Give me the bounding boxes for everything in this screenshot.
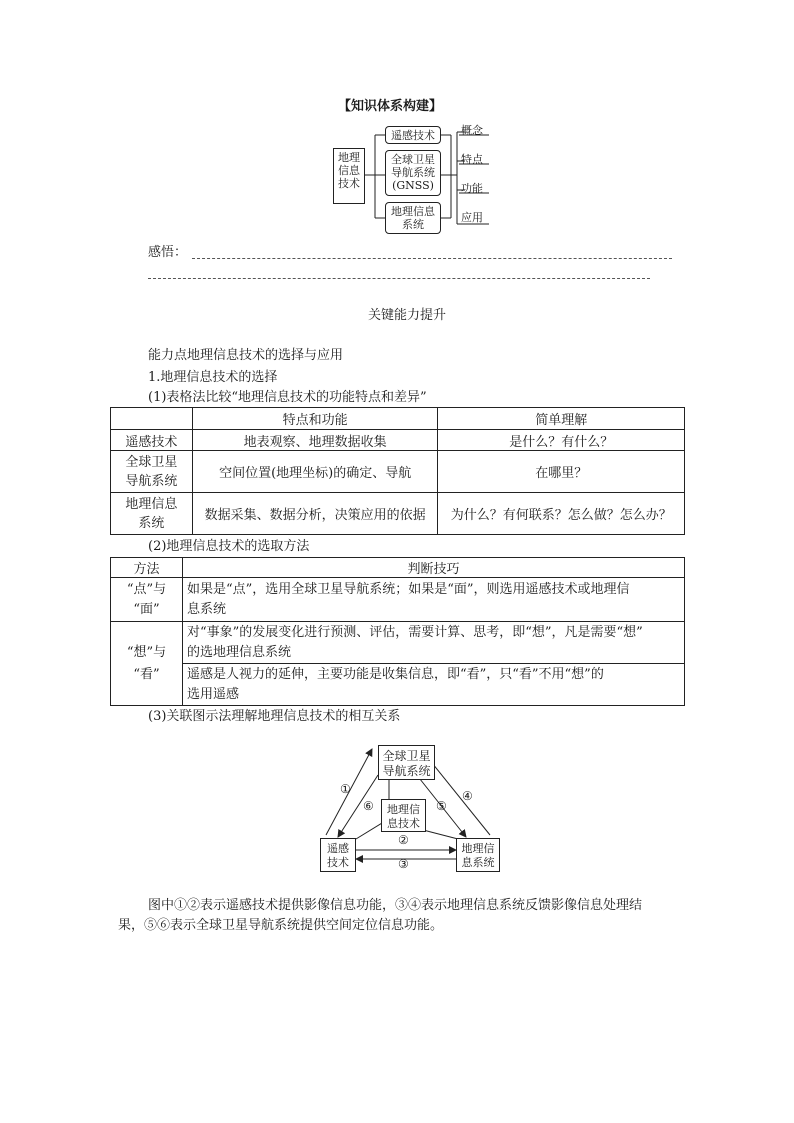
rel-node-gis: [456, 838, 500, 872]
rel-node-line: 技术: [327, 856, 349, 869]
rel-mark: ⑤: [436, 799, 447, 813]
table-row: [111, 451, 685, 493]
kb-root-line: 技术: [338, 177, 360, 190]
rel-node-line: 息技术: [387, 817, 420, 830]
method-name: [111, 622, 183, 706]
kb-root-line: 地理: [338, 151, 360, 164]
comparison-table: [110, 407, 685, 535]
table-header-row: [111, 558, 685, 578]
table-header: 方法: [111, 558, 183, 578]
tip-line: 对“事象”的发展变化进行预测、评估，需要计算、思考，即“想”，凡是需要“想”: [186, 624, 643, 640]
rel-node-center: [381, 799, 426, 832]
rel-mark: ⑥: [363, 799, 374, 813]
conclusion-line: 图中①②表示遥感技术提供影像信息功能，③④表示地理信息系统反馈影像信息处理结: [148, 898, 643, 913]
subheading-1-3: (3)关联图示法理解地理信息技术的相互关系: [148, 709, 401, 724]
ability-point: 能力点地理信息技术的选择与应用: [148, 348, 344, 363]
subheading-1-2: (2)地理信息技术的选取方法: [148, 539, 310, 554]
rel-node-line: 导航系统: [382, 764, 431, 778]
kb-node-rs: 遥感技术: [385, 126, 441, 144]
tech-name-line: 导航系统: [125, 473, 178, 489]
rel-mark: ②: [398, 833, 409, 847]
rel-node-gnss: [378, 745, 435, 780]
tech-simple: 是什么？有什么？: [438, 430, 685, 451]
method-table: [110, 557, 685, 706]
rel-node-rs: [320, 838, 356, 872]
rel-mark: ③: [398, 857, 409, 871]
kb-node-gnss-line: 全球卫星: [391, 153, 435, 166]
table-row: [111, 493, 685, 535]
tech-name-line: 系统: [138, 515, 165, 531]
tech-name: 遥感技术: [111, 430, 193, 451]
tech-simple: 为什么？有何联系？怎么做？怎么办？: [438, 493, 685, 535]
tech-name: [111, 451, 193, 493]
rel-node-line: 遥感: [327, 842, 349, 855]
kb-node-gis-line: 系统: [402, 218, 424, 231]
tip-line: 的选地理信息系统: [186, 644, 291, 660]
tech-func: 数据采集、数据分析，决策应用的依据: [192, 493, 438, 535]
section-title: 关键能力提升: [368, 308, 447, 323]
rel-node-line: 息系统: [461, 856, 495, 869]
method-name: [111, 578, 183, 622]
knowledge-title: 【知识体系构建】: [338, 99, 443, 114]
tip-line: 如果是“点”，选用全球卫星导航系统；如果是“面”，则选用遥感技术或地理信: [186, 581, 630, 597]
tech-name: [111, 493, 193, 535]
tip-line: 息系统: [186, 601, 226, 617]
subheading-1: 1.地理信息技术的选择: [148, 370, 278, 385]
rel-node-line: 全球卫星: [382, 749, 431, 763]
kb-aspect: 特点: [461, 153, 483, 166]
table-row: [111, 622, 685, 664]
tech-func: 地表观察、地理数据收集: [192, 430, 438, 451]
tech-name-line: 地理信息: [125, 496, 178, 512]
rel-mark: ①: [340, 782, 351, 796]
insight-line: [148, 278, 650, 279]
table-row: [111, 578, 685, 622]
table-header: 判断技巧: [182, 558, 684, 578]
kb-node-gnss-line: 导航系统: [391, 166, 435, 179]
kb-node-gis-line: 地理信息: [391, 205, 435, 218]
table-header-row: [111, 408, 685, 430]
method-line: “点”与: [126, 581, 167, 597]
tech-func: 空间位置(地理坐标)的确定、导航: [192, 451, 438, 493]
method-line: “面”: [133, 601, 160, 617]
rel-node-line: 地理信: [387, 803, 420, 816]
kb-aspect: 应用: [461, 211, 483, 224]
conclusion-line: 果，⑤⑥表示全球卫星导航系统提供空间定位信息功能。: [118, 918, 444, 933]
rel-mark: ④: [462, 789, 473, 803]
method-line: “看”: [133, 666, 160, 682]
kb-aspect: 概念: [461, 124, 483, 137]
rel-node-line: 地理信: [461, 842, 495, 855]
kb-node-gnss-line: (GNSS): [392, 179, 434, 192]
table-header: 特点和功能: [192, 408, 438, 430]
kb-root-line: 信息: [338, 164, 360, 177]
method-tip: [182, 578, 684, 622]
method-line: “想”与: [126, 644, 167, 660]
insight-label: 感悟：: [148, 245, 188, 260]
subheading-1-1: (1)表格法比较“地理信息技术的功能特点和差异”: [148, 390, 427, 405]
tip-line: 遥感是人视力的延伸，主要功能是收集信息，即“看”，只“看”不用“想”的: [186, 666, 604, 682]
table-row: [111, 430, 685, 451]
kb-aspect: 功能: [461, 182, 483, 195]
table-header: [111, 408, 193, 430]
kb-node-gnss: [385, 150, 441, 196]
kb-root-box: [333, 148, 365, 204]
table-header: 简单理解: [438, 408, 685, 430]
table-row: [111, 664, 685, 706]
method-tip: [182, 622, 684, 664]
tip-line: 选用遥感: [186, 686, 239, 702]
method-tip: [182, 664, 684, 706]
kb-node-gis: [385, 202, 441, 234]
tech-simple: 在哪里？: [438, 451, 685, 493]
tech-name-line: 全球卫星: [125, 454, 178, 470]
insight-line: [192, 258, 672, 259]
